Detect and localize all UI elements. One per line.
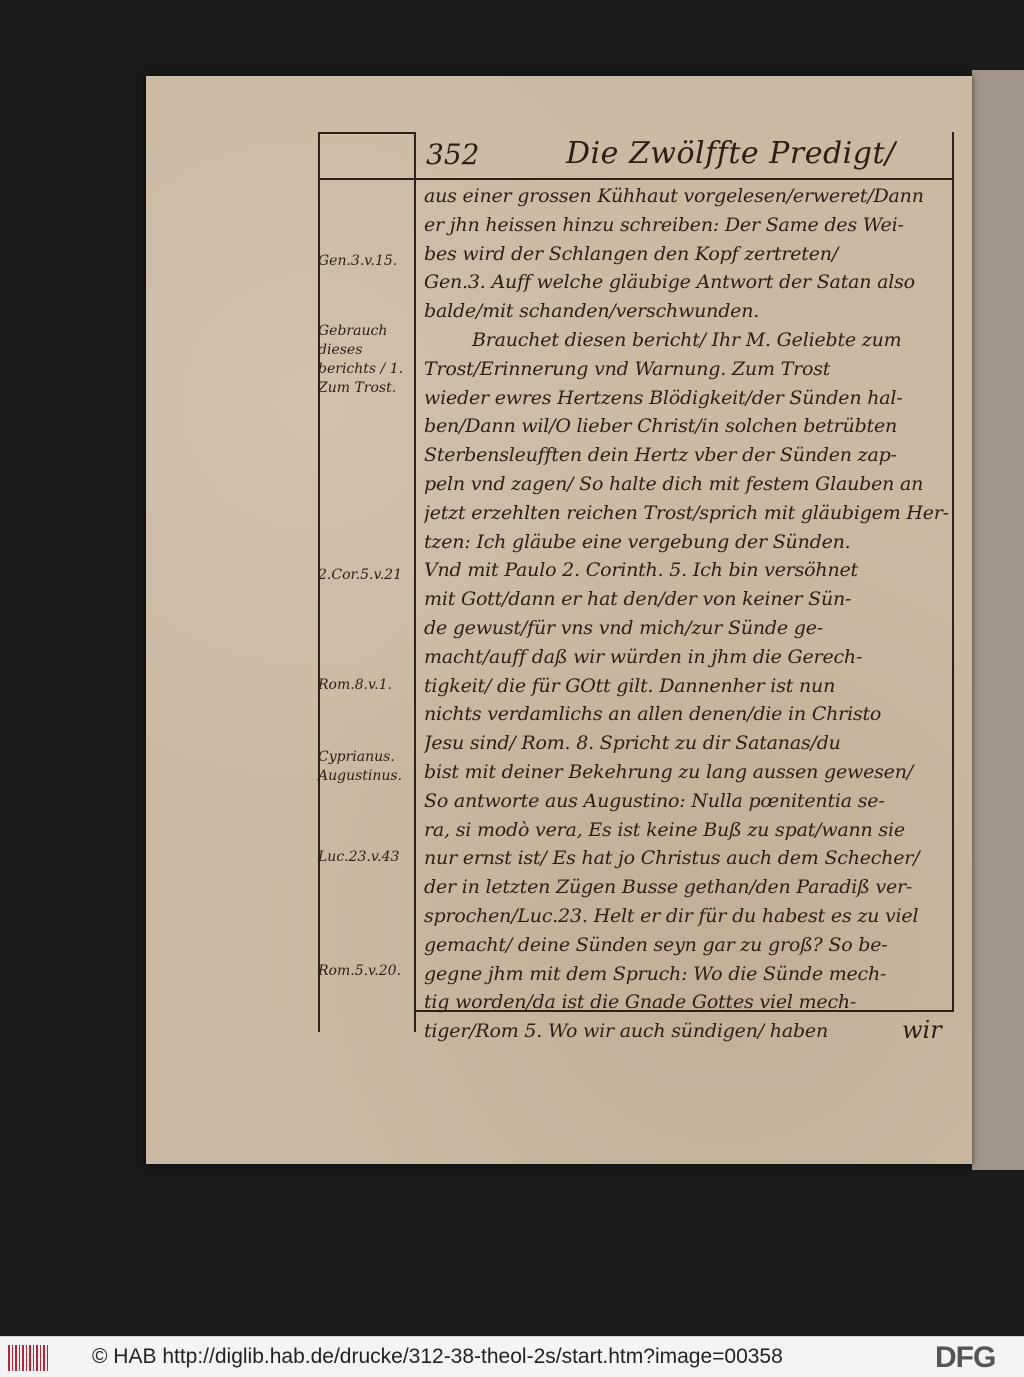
text-line: tigkeit/ die für GOtt gilt. Dannenher ist nun — [424, 674, 836, 697]
text-line: gemacht/ deine Sünden seyn gar zu groß? So be- — [424, 933, 888, 956]
text-line: So antworte aus Augustino: Nulla pœnitentia se- — [424, 789, 885, 812]
text-line: aus einer grossen Kühhaut vorgelesen/erweret/Dann — [424, 185, 924, 207]
footer-bar — [0, 1336, 1024, 1377]
text-line: der in letzten Zügen Busse gethan/den Paradiß ver- — [424, 876, 913, 899]
adjacent-page-edge — [972, 70, 1024, 1170]
text-line: macht/auff daß wir würden in jhm die Gerech- — [424, 645, 863, 668]
right-border-rule — [952, 132, 954, 1012]
margin-column-rule — [414, 132, 416, 1032]
text-line: Gen.3. Auff welche gläubige Antwort der Satan also — [424, 271, 915, 294]
dfg-logo: DFG — [935, 1341, 996, 1374]
text-line: de gewust/für vns vnd mich/zur Sünde ge- — [424, 616, 823, 639]
text-line: balde/mit schanden/verschwunden. — [424, 300, 760, 323]
text-line: tig worden/da ist die Gnade Gottes viel mech- — [424, 991, 857, 1014]
text-line: mit Gott/dann er hat den/der von keiner Sün- — [424, 588, 852, 611]
margin-note: Cyprianus. Augustinus. — [318, 749, 403, 784]
text-line: Brauchet diesen bericht/ Ihr M. Geliebte zum — [472, 328, 902, 351]
margin-note: Rom.5.v.20. — [318, 963, 402, 979]
hab-barcode-logo-icon — [8, 1345, 48, 1371]
text-line: ben/Dann wil/O lieber Christ/in solchen betrübten — [424, 415, 898, 438]
text-line: nichts verdamlichs an allen denen/die in Christo — [424, 703, 882, 726]
text-line: sprochen/Luc.23. Helt er dir für du habest es zu viel — [424, 904, 919, 927]
text-line: Trost/Erinnerung vnd Warnung. Zum Trost — [424, 357, 831, 380]
text-line: Jesu sind/ Rom. 8. Spricht zu dir Satanas/du — [424, 732, 841, 755]
running-title: Die Zwölffte Predigt/ — [566, 136, 896, 171]
text-line: er jhn heissen hinzu schreiben: Der Same des Wei- — [424, 213, 904, 236]
page-number: 352 — [426, 138, 480, 171]
catchword: wir — [902, 1016, 942, 1044]
text-line: Sterbensleufften dein Hertz vber der Sünden zap- — [424, 444, 897, 467]
text-line: nur ernst ist/ Es hat jo Christus auch dem Schecher/ — [424, 847, 920, 870]
text-line: Vnd mit Paulo 2. Corinth. 5. Ich bin versöhnet — [424, 559, 858, 582]
margin-note: Rom.8.v.1. — [318, 677, 393, 693]
margin-note: Luc.23.v.43 — [318, 849, 400, 865]
text-line: jetzt erzehlten reichen Trost/sprich mit gläubigem Her- — [424, 501, 949, 524]
text-line: wieder ewres Hertzens Blödigkeit/der Sünden hal- — [424, 386, 903, 409]
text-line: gegne jhm mit dem Spruch: Wo die Sünde mech- — [424, 962, 887, 985]
text-line: ra, si modò vera, Es ist keine Buß zu spat/wann sie — [424, 818, 905, 841]
copyright-link[interactable]: © HAB http://diglib.hab.de/drucke/312-38-theol-2s/start.htm?image=00358 — [92, 1345, 783, 1368]
margin-note: Gen.3.v.15. — [318, 253, 398, 269]
text-line: tiger/Rom 5. Wo wir auch sündigen/ haben — [424, 1020, 828, 1043]
text-line: bist mit deiner Bekehrung zu lang aussen gewesen/ — [424, 760, 913, 783]
body-text — [424, 182, 952, 1046]
text-line: bes wird der Schlangen den Kopf zertreten/ — [424, 242, 839, 265]
margin-note: Gebrauch dieses berichts / 1. Zum Trost. — [318, 323, 404, 396]
top-border-left — [318, 132, 416, 134]
text-line: tzen: Ich gläube eine vergebung der Sünden. — [424, 530, 851, 553]
margin-note: 2.Cor.5.v.21 — [318, 567, 402, 583]
text-line: peln vnd zagen/ So halte dich mit festem Glauben an — [424, 472, 924, 495]
